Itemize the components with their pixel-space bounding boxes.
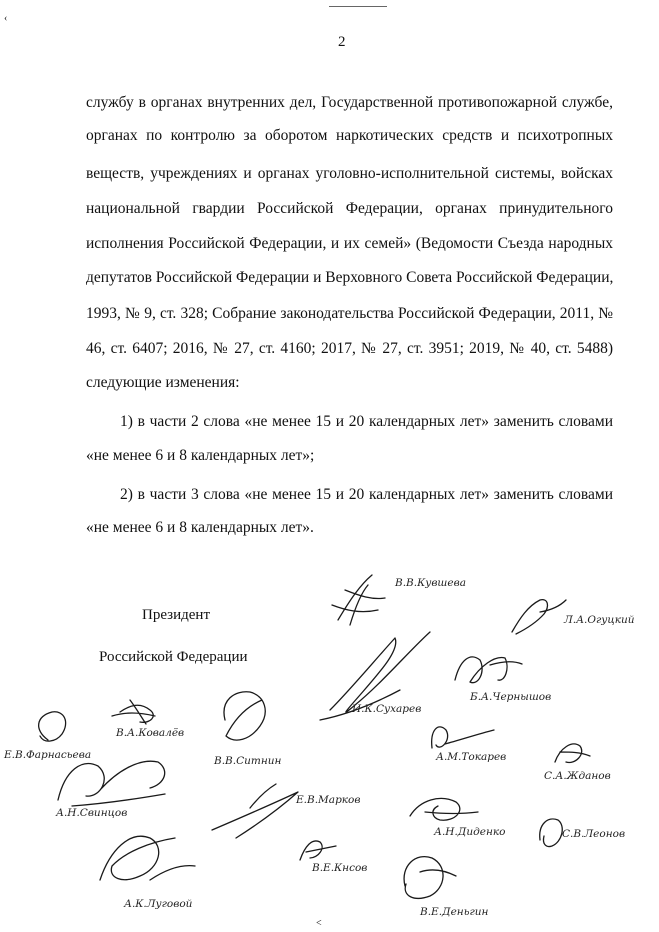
- signatory-name: В.В.Кувшева: [395, 577, 466, 589]
- signature-scribble: [410, 798, 478, 820]
- amendment-item: «не менее 6 и 8 календарных лет».: [86, 519, 314, 536]
- signature-scribble: [332, 575, 385, 625]
- signatory-name: В.Е.Деньгин: [420, 906, 489, 918]
- signatory-name: А.Н.Диденко: [434, 826, 506, 838]
- signatory-name: Е.В.Марков: [296, 794, 361, 806]
- paragraph-line: национальной гвардии Российской Федерации, органах принудительного: [86, 200, 613, 217]
- paragraph-line: депутатов Российской Федерации и Верховного Совета Российской Федерации,: [86, 269, 614, 286]
- page-number: 2: [338, 34, 346, 50]
- paragraph-line: органах по контролю за оборотом наркотических средств и психотропных: [86, 127, 613, 144]
- signature-scribble: [404, 857, 456, 899]
- signatory-name: С.В.Леонов: [562, 828, 626, 840]
- signature-scribble: [512, 600, 566, 634]
- stray-mark: <: [316, 918, 322, 929]
- signatory-name: А.Н.Свинцов: [56, 807, 128, 819]
- signature-scribble: [540, 819, 563, 847]
- signature-scribble: [100, 836, 195, 880]
- signatory-name: Л.А.Огуцкий: [564, 614, 635, 626]
- signature-scribble: [112, 700, 155, 724]
- paragraph-line: исполнения Российской Федерации, и их семей» (Ведомости Съезда народных: [86, 235, 613, 252]
- signature-scribble: [455, 657, 522, 683]
- signature-scribble: [39, 712, 66, 741]
- paragraph-line: службу в органах внутренних дел, Государственной противопожарной службе,: [86, 94, 613, 111]
- stray-mark: ‹: [4, 13, 8, 24]
- signature-scribble: [300, 841, 336, 860]
- signatory-name: В.В.Ситнин: [214, 755, 282, 767]
- amendment-item: 1) в части 2 слова «не менее 15 и 20 календарных лет» заменить словами: [120, 413, 613, 430]
- signatory-name: И.К.Сухарев: [352, 703, 422, 715]
- signatory-name: Е.В.Фарнасьева: [4, 749, 92, 761]
- signatory-name: А.М.Токарев: [436, 751, 507, 763]
- amendment-item: «не менее 6 и 8 календарных лет»;: [86, 447, 315, 464]
- signature-scribble: [212, 784, 298, 838]
- signatory-name: В.Е.Кнсов: [312, 862, 368, 874]
- signatory-name: А.К.Луговой: [124, 898, 193, 910]
- signature-scribble: [224, 692, 265, 740]
- signatory-name: В.А.Ковалёв: [116, 727, 185, 739]
- paragraph-line: 46, ст. 6407; 2016, № 27, ст. 4160; 2017, № 27, ст. 3951; 2019, № 40, ст. 5488): [86, 340, 613, 357]
- signature-scribble: [58, 761, 165, 806]
- signature-scribble: [432, 727, 494, 748]
- signature-title: Президент: [142, 607, 210, 623]
- paragraph-line: 1993, № 9, ст. 328; Собрание законодательства Российской Федерации, 2011, №: [86, 305, 613, 322]
- signatory-name: Б.А.Чернышов: [470, 691, 552, 703]
- paragraph-line: следующие изменения:: [86, 374, 240, 391]
- signature-title: Российской Федерации: [99, 649, 248, 665]
- amendment-item: 2) в части 3 слова «не менее 15 и 20 календарных лет» заменить словами: [120, 486, 613, 503]
- signature-scribble: [555, 744, 590, 763]
- paragraph-line: веществ, учреждениях и органах уголовно-исполнительной системы, войсках: [86, 165, 613, 182]
- signatory-name: С.А.Жданов: [544, 770, 611, 782]
